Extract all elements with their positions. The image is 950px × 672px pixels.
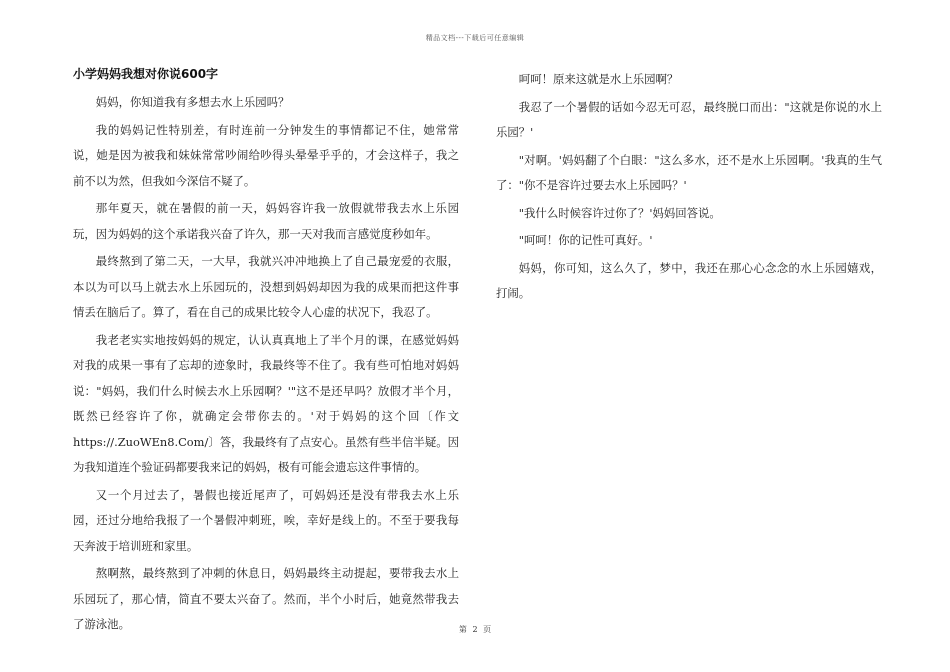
paragraph: 呵呵！原来这就是水上乐园啊？ <box>518 72 679 86</box>
paragraph: 熬啊熬，最终熬到了冲刺的休息日，妈妈最终主动提起，要带我去水上乐园玩了，那心情，简直不要太兴奋了。然而，半个小时后，她竟然带我去了游泳池。 <box>73 566 459 631</box>
paragraph: 妈妈，你知道我有多想去水上乐园吗？ <box>95 95 290 109</box>
article-title: 小学妈妈我想对你说600字 <box>73 67 219 81</box>
paragraph: 又一个月过去了，暑假也接近尾声了，可妈妈还是没有带我去水上乐园，还过分地给我报了一个暑假冲刺班，唉，幸好是线上的。不至于要我每天奔波于培训班和家里。 <box>73 487 459 553</box>
page-number: 第 2 页 <box>458 625 492 634</box>
paragraph: 我忍了一个暑假的话如今忍无可忍，最终脱口而出："这就是你说的水上乐园？' <box>496 99 882 139</box>
left-column <box>73 67 459 640</box>
paragraph: 那年夏天，就在暑假的前一天，妈妈容许我一放假就带我去水上乐园玩，因为妈妈的这个承诺我兴奋了许久，那一天对我而言感觉度秒如年。 <box>73 201 459 241</box>
paragraph: 我的妈妈记性特别差，有时连前一分钟发生的事情都记不住，她常常说，她是因为被我和妹妹常常吵闹给吵得头晕晕乎乎的，才会这样子，我之前不以为然，但我如今深信不疑了。 <box>73 122 459 188</box>
paragraph: "我什么时候容许过你了？'妈妈回答说。 <box>518 205 721 220</box>
page-header: 精品文档---下载后可任意编辑 <box>425 34 525 42</box>
paragraph: 妈妈，你可知，这么久了，梦中，我还在那心心念念的水上乐园嬉戏，打闹。 <box>496 260 882 300</box>
paragraph: "对啊。'妈妈翻了个白眼："这么多水，还不是水上乐园啊。'我真的生气了："你不是容许过要去水上乐园吗？' <box>496 152 882 192</box>
right-column <box>496 67 882 309</box>
paragraph: 我老老实实地按妈妈的规定，认认真真地上了半个月的课，在感觉妈妈对我的成果一事有了忘却的迹象时，我最终等不住了。我有些可怕地对妈妈说："妈妈，我们什么时候去水上乐园啊？'"这不是还早吗？放假才半个月，既然已经容许了你，就确定会带你去的。'对于妈妈的这个回〔作文https://.ZuoWEn8.Com/〕答，我最终有了点安心。虽然有些半信半疑。因为我知道连个验证码都要我来记的妈妈，极有可能会遗忘这件事情的。 <box>73 332 459 474</box>
paragraph: "呵呵！你的记性可真好。' <box>518 233 653 247</box>
paragraph: 最终熬到了第二天，一大早，我就兴冲冲地换上了自己最宠爱的衣服，本以为可以马上就去水上乐园玩的，没想到妈妈却因为我的成果而把这件事情丢在脑后了。算了，看在自己的成果比较令人心虚的状况下，我忍了。 <box>73 254 459 319</box>
